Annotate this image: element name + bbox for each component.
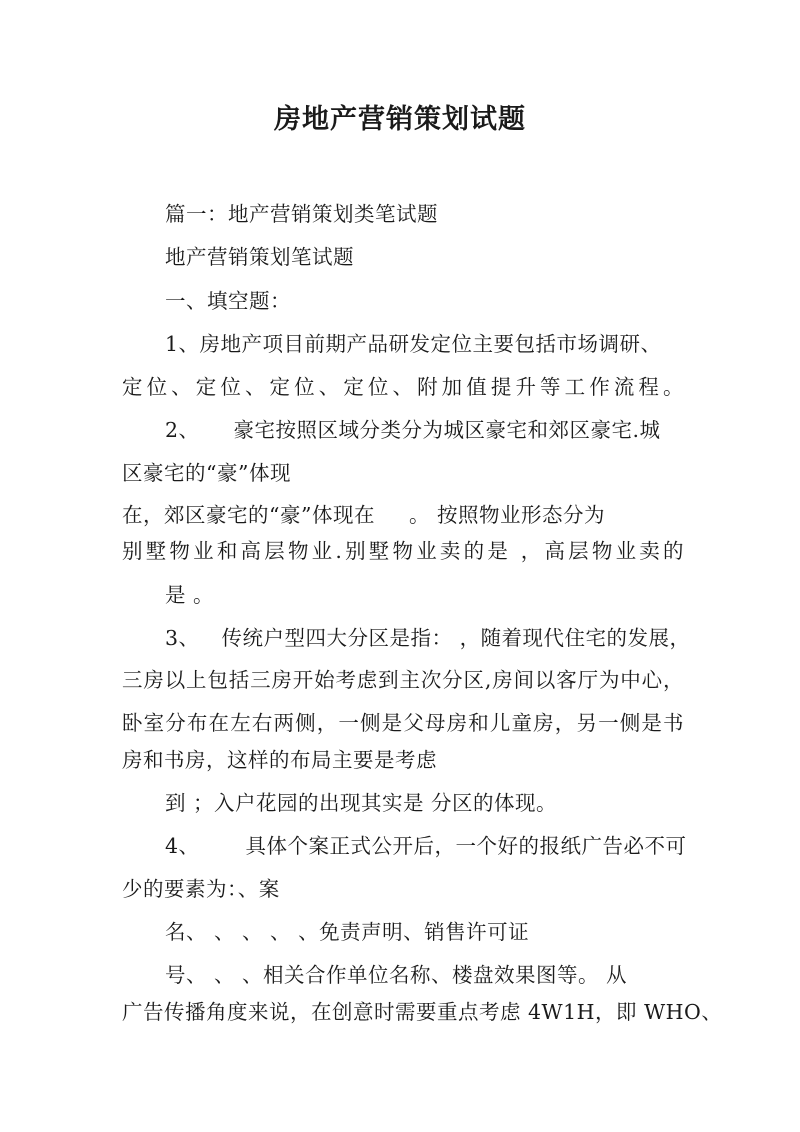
text-line [165,831,687,861]
question-text: 传统户型四大分区是指： ，随着现代住宅的发展， [221,626,691,650]
question-number: 4、 [165,834,200,858]
text-line [165,415,661,445]
text-line: 广告传播角度来说，在创意时需要重点考虑 4W1H，即 WHO、 [122,1000,723,1024]
text-line: 名、 、 、 、 、免责声明、销售许可证 [165,920,530,944]
text-line: 定位、定位、定位、定位、附加值提升等工作流程。 [122,375,684,399]
question-text: 具体个案正式公开后，一个好的报纸广告必不可 [245,834,687,858]
page-title: 房地产营销策划试题 [274,104,526,135]
text-line: 1、房地产项目前期产品研发定位主要包括市场调研、 [165,332,662,356]
text-line: 号、 、 、相关合作单位名称、楼盘效果图等。 从 [165,963,628,987]
text-line: 别墅物业和高层物业.别墅物业卖的是 ，高层物业卖的 [122,539,684,563]
text-line [165,623,691,653]
section-heading: 篇一：地产营销策划类笔试题 [165,202,438,226]
text-segment: 。 按照物业形态分为 [408,503,605,527]
text-line: 三房以上包括三房开始考虑到主次分区,房间以客厅为中心， [122,668,684,692]
text-line: 到 ；入户花园的出现其实是 分区的体现。 [165,791,558,815]
text-line: 卧室分布在左右两侧，一侧是父母房和儿童房，另一侧是书 [122,711,684,735]
question-type-heading: 一、填空题： [165,289,291,313]
subheading: 地产营销策划笔试题 [165,245,354,269]
question-text: 豪宅按照区域分类分为城区豪宅和郊区豪宅.城 [233,418,661,442]
text-segment: 在，郊区豪宅的“豪”体现在 [122,503,375,527]
text-line: 房和书房，这样的布局主要是考虑 [122,748,437,772]
question-number: 2、 [165,418,200,442]
text-line: 是 。 [165,583,215,607]
text-line: 少的要素为：、案 [122,877,280,901]
text-line [122,500,605,530]
question-number: 3、 [165,626,200,650]
text-line: 区豪宅的“豪”体现 [122,461,291,485]
